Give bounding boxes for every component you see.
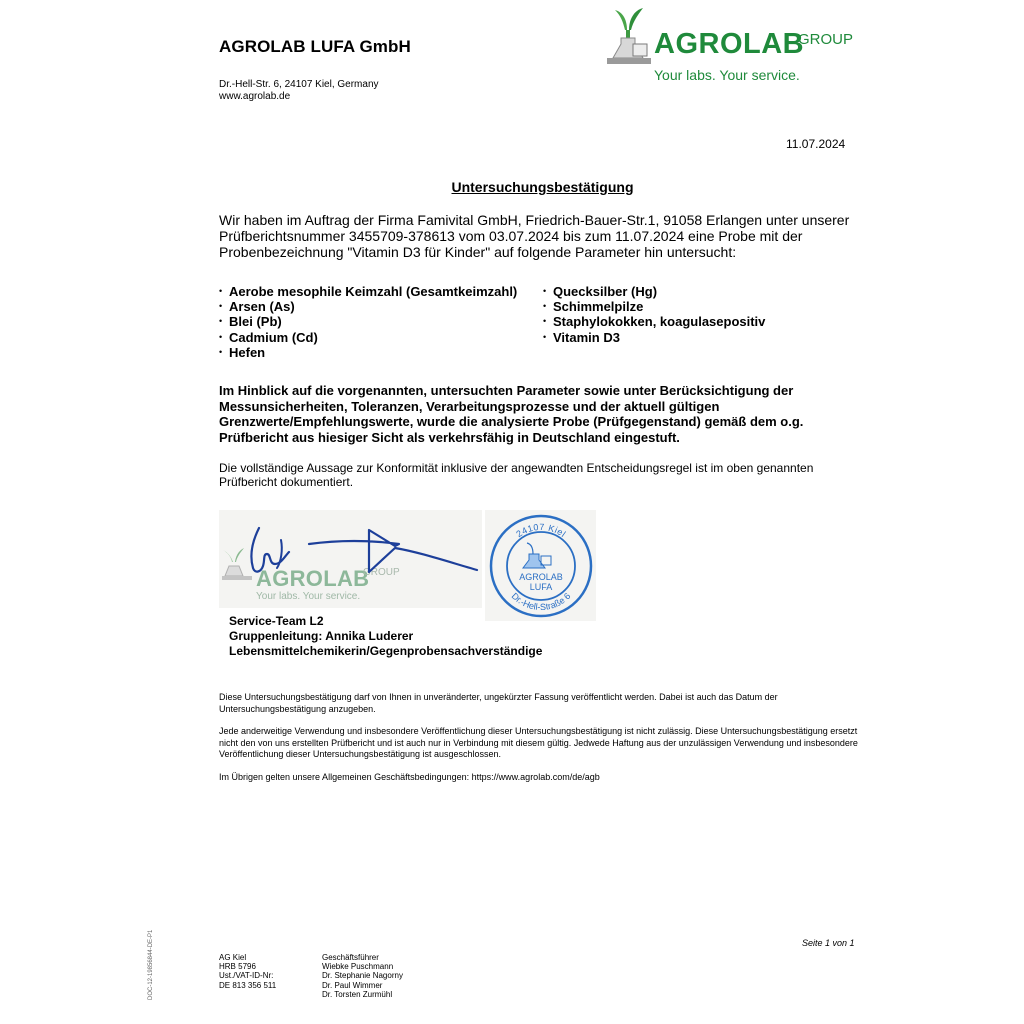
company-address: [219, 79, 379, 103]
footer-line: Dr. Paul Wimmer: [322, 980, 383, 990]
list-item: • Hefen: [219, 345, 517, 360]
footer-management: [322, 953, 403, 999]
fine-print-restrictions: Jede anderweitige Verwendung und insbesondere Veröffentlichung dieser Untersuchungsbestätigung ist nicht zulässig. Diese Untersuchungsbestätigung ersetzt nicht den von uns erstellten Prüfbericht und ist auch nur in Verbindung mit diesem gültig. Jedwede Haftung aus der unzulässigen Verwendung und insbesondere Veröffentlichung dieser Untersuchungsbestätigung ist ausgeschlossen.: [219, 726, 858, 759]
parameter-list-right: [543, 284, 765, 345]
list-item: • Cadmium (Cd): [219, 330, 517, 345]
svg-text:Dr.-Hell-Straße 6: [510, 591, 573, 612]
list-item: • Blei (Pb): [219, 314, 517, 329]
logo-group-label: GROUP: [798, 31, 854, 48]
footer-line: Dr. Stephanie Nagorny: [322, 971, 403, 981]
website-line: www.agrolab.de: [219, 91, 291, 102]
company-name: AGROLAB LUFA GmbH: [219, 37, 411, 56]
stamp-center-line1: AGROLAB: [519, 572, 563, 582]
list-item: • Schimmelpilze: [543, 299, 765, 314]
stamp-top-text: 24107 Kiel: [514, 521, 568, 540]
list-item: • Staphylokokken, koagulasepositiv: [543, 314, 765, 329]
company-stamp-icon: [485, 510, 596, 621]
footer-line: AG Kiel: [219, 953, 247, 962]
signatory-lead: Gruppenleitung: Annika Luderer: [229, 629, 414, 643]
footer-line: HRB 5796: [219, 962, 256, 972]
footer-line: DE 813 356 511: [219, 980, 277, 990]
signatory-team: Service-Team L2: [229, 614, 324, 628]
fine-print-terms: Im Übrigen gelten unsere Allgemeinen Geschäftsbedingungen: https://www.agrolab.com/de/agb: [219, 772, 600, 782]
document-date: 11.07.2024: [786, 137, 846, 151]
footer-registry: [219, 953, 276, 990]
page-number: Seite 1 von 1: [802, 938, 855, 948]
stamp-bottom-text: Dr.-Hell-Straße 6: [509, 590, 573, 613]
stamp-center-line2: LUFA: [529, 582, 553, 592]
signature-logo-tagline: Your labs. Your service.: [256, 591, 361, 602]
handwritten-signature-icon: [219, 510, 482, 608]
signatory-role: Lebensmittelchemikerin/Gegenprobensachverständige: [229, 644, 543, 658]
list-item: • Quecksilber (Hg): [543, 284, 765, 299]
footer-line: Ust./VAT-ID-Nr:: [219, 971, 274, 981]
document-title: Untersuchungsbestätigung: [451, 179, 634, 195]
list-item: • Arsen (As): [219, 299, 517, 314]
svg-text:24107 Kiel: [514, 522, 567, 539]
intro-paragraph: Wir haben im Auftrag der Firma Famivital GmbH, Friedrich-Bauer-Str.1, 91058 Erlangen unter unserer Prüfberichtsnummer 3455709-378613 vom 03.07.2024 bis zum 11.07.2024 eine Probe mit der Probenbezeichnung "Vitamin D3 für Kinder" auf folgende Parameter hin untersucht:: [219, 212, 850, 260]
address-line: Dr.-Hell-Str. 6, 24107 Kiel, Germany: [219, 79, 379, 90]
logo-wordmark: AGROLAB: [654, 28, 805, 60]
parameter-list-left: [219, 284, 517, 360]
conformity-paragraph: Die vollständige Aussage zur Konformität inklusive der angewandten Entscheidungsregel ist im oben genannten Prüfbericht dokumentiert.: [219, 461, 814, 489]
document-code: DOC-12-19856844-DE-P1: [148, 929, 154, 1000]
verdict-paragraph: Im Hinblick auf die vorgenannten, untersuchten Parameter sowie unter Berücksichtigung der Messunsicherheiten, Toleranzen, Verarbeitungsprozesse und der aktuell gültigen Grenzwerte/Empfehlungswerte, wurde die analysierte Probe (Prüfgegenstand) gemäß dem o.g. Prüfbericht aus hiesiger Sicht als verkehrsfähig in Deutschland eingestuft.: [219, 383, 804, 445]
signatory-block: [229, 614, 542, 659]
fine-print-publication: Diese Untersuchungsbestätigung darf von Ihnen in unveränderter, ungekürzter Fassung veröffentlicht werden. Dabei ist auch das Datum der Untersuchungsbestätigung anzugeben.: [219, 692, 778, 714]
footer-line: Geschäftsführer: [322, 953, 379, 962]
footer-line: Wiebke Puschmann: [322, 962, 394, 972]
list-item: • Vitamin D3: [543, 330, 765, 345]
signature-logo-group: GROUP: [363, 567, 400, 578]
footer-line: Dr. Torsten Zurmühl: [322, 989, 393, 999]
list-item: • Aerobe mesophile Keimzahl (Gesamtkeimzahl): [219, 284, 517, 299]
logo-tagline: Your labs. Your service.: [654, 67, 800, 83]
signature-logo-wordmark: AGROLAB: [256, 566, 370, 591]
